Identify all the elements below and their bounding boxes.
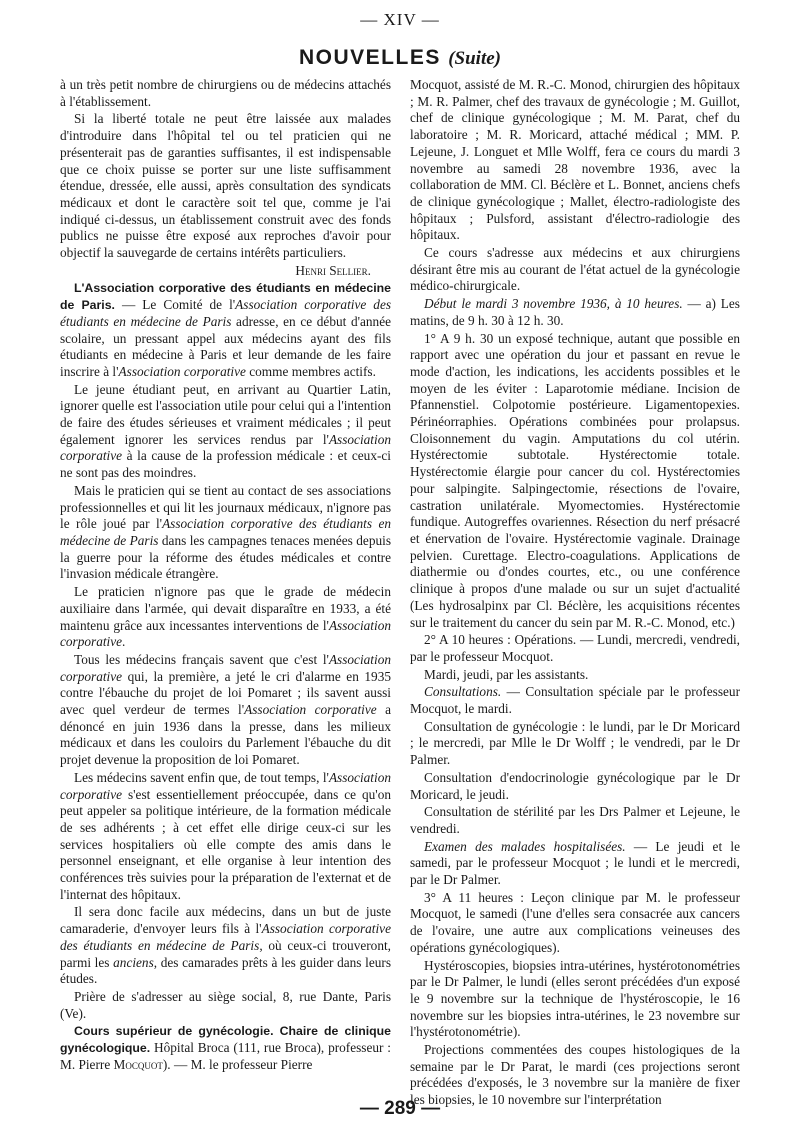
italic-text: Association corporative des étudiants en médecine de Paris: [60, 516, 391, 548]
paragraph: à un très petit nombre de chirurgiens ou de médecins attachés à l'établissement.: [60, 77, 391, 109]
italic-text: Début le mardi 3 novembre 1936, à 10 heures.: [424, 296, 683, 312]
italic-text: Association corporative des étudiants en médecine de Paris: [60, 297, 392, 329]
text: , des camarades prêts à les guider dans leurs études.: [60, 954, 391, 987]
paragraph: Si la liberté totale ne peut être laissée aux malades d'introduire dans l'hôpital tel ou tel praticien qui ne présenterait pas de garanties suffisantes, il est indispensable que ce choix puisse se porter sur une liste suffisamment étendue, dressée, elle aussi, après consultation des syndicats médicaux et dont le caractère soit tel que, comme je l'ai indiqué ci-dessus, un établissement construit avec des fonds publics ne puisse être exposé aux reproches d'avoir pour objectif la sauvegarde de certains intérêts particuliers.: [60, 111, 391, 261]
signature: Henri Sellier.: [295, 262, 371, 278]
text: adresse, en ce début d'année scolaire, un pressant appel aux médecins ayant des fils étudiants en médecine à Paris et leur demande de les faire inscrire à l': [60, 313, 391, 379]
italic-text: Association corporative: [60, 431, 391, 464]
text: qui, la première, a jeté le cri d'alarme en 1935 contre l'ébauche du projet de loi Pomaret ; ils savent aussi avec quel verdeur de termes l': [60, 668, 391, 718]
small-caps-text: Mocquot: [113, 1056, 163, 1072]
text: Le jeune étudiant peut, en arrivant au Quartier Latin, ignorer quelle est l'association utile pour celui qui a l'intention de faire des études sérieuses et vraiment médicales ; il peut également ignorer les services rendus par l': [60, 381, 391, 447]
text: Hôpital Broca (111, rue Broca), professeur : M. Pierre: [60, 1040, 391, 1072]
text: s'est essentiellement préoccupée, dans ce qu'on peut appeler sa politique intérieure, de la formation médicale de ses adhérents ; à cet effet elle dirige ceux-ci sur les services hospitaliers où elle compte des amis dans le personnel enseignant, et elle organise à leur intention des conférences très suivies pour la préparation de l'externat et de l'internat des hôpitaux.: [60, 786, 391, 902]
paragraph: [60, 1023, 391, 1073]
paragraph: Consultation de gynécologie : le lundi, par le Dr Moricard ; le mercredi, par Mlle le Dr Wolff ; le vendredi, par le Dr Palmer.: [410, 718, 740, 768]
page-number-roman: — XIV —: [360, 10, 440, 29]
text: Tous les médecins français savent que c'est l': [74, 651, 329, 667]
italic-text: Association corporative: [60, 769, 391, 802]
italic-text: Association corporative: [60, 651, 391, 684]
left-column: [60, 77, 391, 1089]
paragraph: Prière de s'adresser au siège social, 8, rue Dante, Paris (Ve).: [60, 988, 391, 1021]
paragraph: [410, 296, 740, 329]
italic-text: Association corporative: [244, 702, 377, 718]
paragraph: 1° A 9 h. 30 un exposé technique, autant que possible en rapport avec une opération du jour et passant en revue le mode d'action, les indications, les accidents possibles et le moyen de les éviter : Laparotomie médiane. Incision de Pfannenstiel. Colpotomie postérieure. Ligamentopexies. Périnéorraphies. Opérations combinées pour prolapsus. Cloisonnement du vagin. Amputations du col utérin. Hystérectomie subtotale. Hystérectomie totale. Hystérectomie élargie pour cancer du col. Hystérectomies pour salpingite. Salpingectomie, résections de l'ovaire, castration unilatérale. Myomectomies. Hystérectomie fundique. Autogreffes ovariennes. Résection du nerf présacré et énervation de l'ovaire. Hystérectomie vaginale. Drainage pelvien. Curettage. Electro-coagulations. Applications de diathermie ou d'ondes courtes, etc., ou une conférence clinique à propos d'une malade ou sur un sujet d'actualité (Les hydrosalpinx par Cl. Béclère, les acquisitions récentes sur le traitement du cancer du sein par M. R.-C. Monod, etc.): [410, 330, 740, 630]
text: , où ceux-ci trouveront, parmi les: [60, 937, 391, 970]
text: ). — M. le professeur Pierre: [162, 1056, 313, 1072]
italic-text: Association corporative: [118, 363, 246, 379]
italic-text: Examen des malades hospitalisées.: [424, 838, 626, 854]
right-column: [410, 77, 740, 1108]
text: dans les campagnes tenaces menées depuis la guerre pour la réforme des études médicales et contre l'invasion médicale étrangère.: [60, 532, 392, 582]
text: Les médecins savent enfin que, de tout temps, l': [74, 769, 329, 785]
paragraph: 3° A 11 heures : Leçon clinique par M. le professeur Mocquot, le samedi (l'une d'elles sera consacrée aux cancers de l'ovaire, une autre aux complications veineuses des opérations gynécologiques).: [410, 889, 740, 955]
text: — Le jeudi et le samedi, par le professeur Mocquot ; le lundi et le mercredi, par le Dr Palmer.: [410, 838, 740, 888]
section-title-suite: (Suite): [448, 48, 501, 69]
text: comme membres actifs.: [245, 363, 376, 379]
text: Le praticien n'ignore pas que le grade de médecin auxiliaire dans l'armée, qui devait disparaître en 1933, a été maintenu grâce aux incessantes interventions de l': [60, 584, 391, 633]
paragraph: [60, 280, 391, 380]
paragraph: [60, 483, 391, 583]
paragraph: [410, 684, 740, 717]
text: .: [122, 634, 126, 650]
italic-text: anciens: [113, 954, 154, 970]
paragraph: [60, 904, 391, 988]
italic-text: Consultations.: [424, 684, 502, 700]
paragraph: Consultation d'endocrinologie gynécologique par le Dr Moricard, le jeudi.: [410, 769, 740, 802]
text: — a) Les matins, de 9 h. 30 à 12 h. 30.: [410, 296, 740, 328]
paragraph: Ce cours s'adresse aux médecins et aux chirurgiens désirant être mis au courant de l'état actuel de la gynécologie médico-chirurgicale.: [410, 245, 740, 294]
italic-text: Association corporative: [60, 617, 391, 650]
paragraph: 2° A 10 heures : Opérations. — Lundi, mercredi, vendredi, par le professeur Mocquot.: [410, 632, 740, 664]
article-heading: L'Association corporative des étudiants en médecine de Paris.: [60, 281, 391, 313]
section-title-text: NOUVELLES: [299, 46, 441, 69]
text: a dénoncé en juin 1936 dans la presse, dans les milieux médicaux et dans les couloirs du Parlement l'ébauche du dit projet devenue la proposition de loi Pomaret.: [60, 702, 391, 768]
paragraph: Mardi, jeudi, par les assistants.: [424, 666, 589, 682]
text: Mais le praticien qui se tient au contact de ses associations professionnelles et qui lit les journaux médicaux, n'ignore pas le rôle joué par l': [60, 482, 391, 532]
paragraph: Hystéroscopies, biopsies intra-utérines, hystérotonométries par le Dr Palmer, le lundi (elles seront précédées d'un exposé le 9 novembre sur la technique de l'hystéroscopie, le 16 novembre sur les biopsies intra-utérines, le 23 novembre sur l'hystérotonométrie).: [410, 957, 740, 1040]
section-title: [0, 46, 800, 70]
paragraph: Projections commentées des coupes histologiques de la semaine par le Dr Parat, le mardi (ces projections seront précédées d'exposés, le 3 novembre sur la manière de fixer les biopsies, le 10 novembre sur l'interprétation: [410, 1042, 740, 1108]
text: Il sera donc facile aux médecins, dans un but de juste camaraderie, d'envoyer leurs fils à l': [60, 904, 391, 937]
paragraph: [60, 584, 391, 651]
text: — Consultation spéciale par le professeur Mocquot, le mardi.: [410, 684, 740, 717]
page-number: — 289 —: [359, 1098, 441, 1119]
paragraph: [60, 382, 391, 482]
paragraph: [410, 839, 740, 889]
paragraph: Consultation de stérilité par les Drs Palmer et Lejeune, le vendredi.: [410, 804, 740, 836]
article-heading: Cours supérieur de gynécologie. Chaire de clinique gynécologique.: [60, 1024, 391, 1056]
paragraph: Mocquot, assisté de M. R.-C. Monod, chirurgien des hôpitaux ; M. R. Palmer, chef des travaux de gynécologie ; M. Guillot, chef de clinique gynécologique ; M. M. Parat, chef du laboratoire ; M. R. Moricard, attaché médical ; MM. P. Lejeune, J. Longuet et Mlle Wolff, fera ce cours du mardi 3 novembre au samedi 28 novembre 1936, avec la collaboration de MM. Cl. Béclère et L. Bonnet, anciens chefs de clinique gynécologique ; Mallet, électro-radiologiste des hôpitaux ; Pulsford, assistant d'électro-radiologie des hôpitaux.: [410, 77, 740, 243]
paragraph: [60, 770, 391, 904]
italic-text: Association corporative des étudiants en médecine de Paris: [60, 921, 391, 953]
text: à la cause de la profession médicale : et ceux-ci ne sont pas des moindres.: [60, 448, 391, 481]
paragraph: [60, 652, 391, 769]
text: — Le Comité de l': [114, 297, 236, 313]
